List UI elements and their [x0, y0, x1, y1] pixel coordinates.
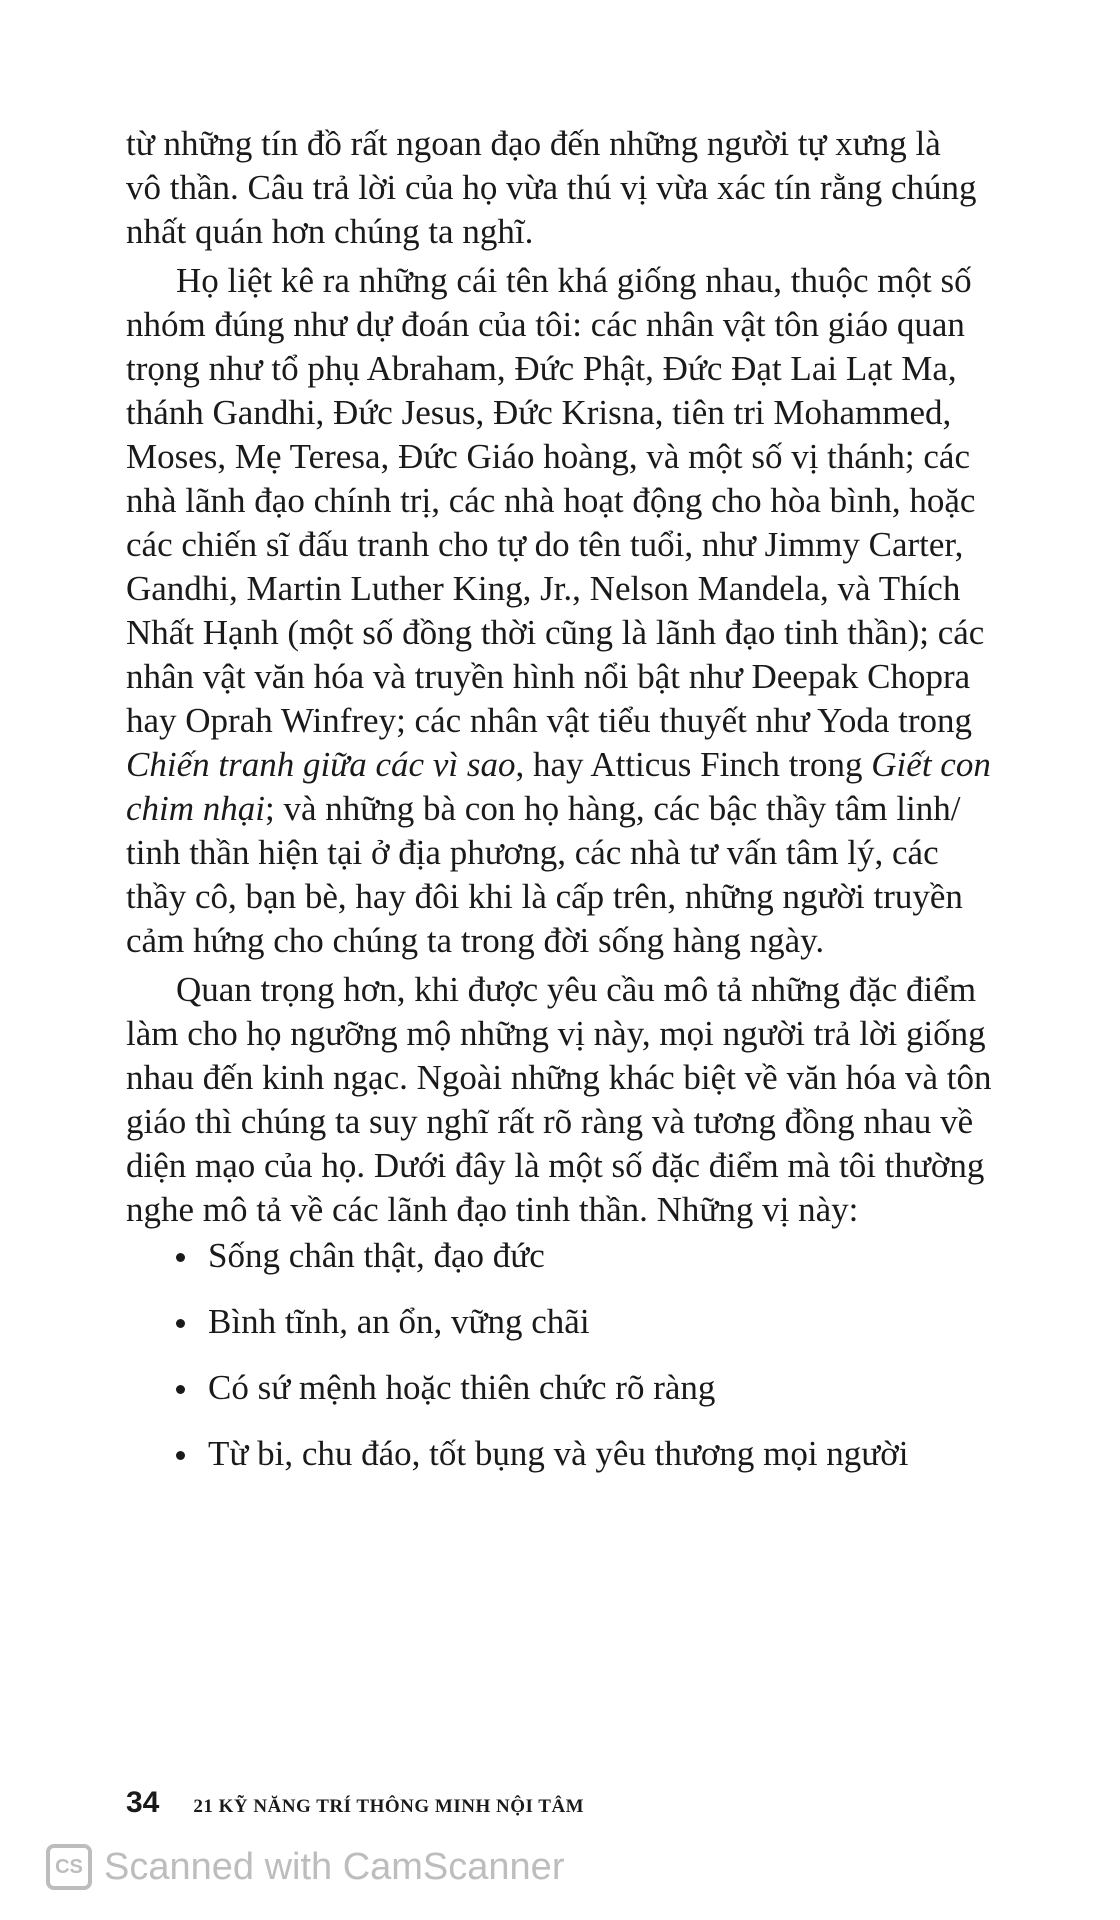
paragraph-3-line-3: nhau đến kinh ngạc. Ngoài những khác biệt về văn hóa và tôn — [126, 1058, 992, 1097]
book-title-mockingbird-part-2: chim nhại — [126, 789, 266, 828]
paragraph-3-line-1: Quan trọng hơn, khi được yêu cầu mô tả những đặc điểm — [176, 970, 977, 1009]
list-item: Sống chân thật, đạo đức — [208, 1236, 545, 1275]
paragraph-3-line-2: làm cho họ ngưỡng mộ những vị này, mọi người trả lời giống — [126, 1014, 986, 1053]
paragraph-2-line-4: thánh Gandhi, Đức Jesus, Đức Krisna, tiên tri Mohammed, — [126, 393, 952, 432]
bullet-icon — [176, 1253, 185, 1262]
camscanner-text: Scanned with CamScanner — [104, 1845, 565, 1888]
paragraph-2-line-9: Nhất Hạnh (một số đồng thời cũng là lãnh đạo tinh thần); các — [126, 613, 985, 652]
paragraph-3-line-6: nghe mô tả về các lãnh đạo tinh thần. Những vị này: — [126, 1190, 859, 1229]
bullet-icon — [176, 1385, 185, 1394]
book-title-mockingbird-part-1: Giết con — [871, 745, 991, 784]
page-footer — [126, 1786, 584, 1820]
paragraph-1-line-2: vô thần. Câu trả lời của họ vừa thú vị vừa xác tín rằng chúng — [126, 168, 977, 207]
book-title-star-wars: Chiến tranh giữa các vì sao — [126, 745, 516, 784]
paragraph-2-line-11: hay Oprah Winfrey; các nhân vật tiểu thuyết như Yoda trong — [126, 701, 973, 740]
bullet-icon — [176, 1319, 185, 1328]
bullet-icon — [176, 1451, 185, 1460]
paragraph-3-line-5: diện mạo của họ. Dưới đây là một số đặc điểm mà tôi thường — [126, 1146, 985, 1185]
paragraph-1-line-1: từ những tín đồ rất ngoan đạo đến những người tự xưng là — [126, 124, 941, 163]
paragraph-2-line-16: cảm hứng cho chúng ta trong đời sống hàng ngày. — [126, 921, 825, 960]
paragraph-2-line-5: Moses, Mẹ Teresa, Đức Giáo hoàng, và một số vị thánh; các — [126, 437, 970, 476]
paragraph-2-line-13 — [126, 789, 960, 829]
paragraph-2-line-15: thầy cô, bạn bè, hay đôi khi là cấp trên, những người truyền — [126, 877, 963, 916]
paragraph-2-line-8: Gandhi, Martin Luther King, Jr., Nelson Mandela, và Thích — [126, 569, 961, 608]
paragraph-2-line-1: Họ liệt kê ra những cái tên khá giống nhau, thuộc một số — [176, 261, 972, 300]
paragraph-1-line-3: nhất quán hơn chúng ta nghĩ. — [126, 212, 534, 251]
paragraph-2-line-12 — [126, 745, 991, 785]
paragraph-3-line-4: giáo thì chúng ta suy nghĩ rất rõ ràng và tương đồng nhau về — [126, 1102, 974, 1141]
paragraph-2-line-10: nhân vật văn hóa và truyền hình nổi bật như Deepak Chopra — [126, 657, 971, 696]
camscanner-watermark — [46, 1844, 564, 1890]
paragraph-2-line-2: nhóm đúng như dự đoán của tôi: các nhân vật tôn giáo quan — [126, 305, 965, 344]
list-item: Bình tĩnh, an ổn, vững chãi — [208, 1302, 590, 1341]
line-13-text: ; và những bà con họ hàng, các bậc thầy tâm linh/ — [265, 789, 961, 828]
paragraph-2-line-3: trọng như tổ phụ Abraham, Đức Phật, Đức Đạt Lai Lạt Ma, — [126, 349, 957, 388]
camscanner-logo-icon: CS — [46, 1844, 92, 1890]
list-item: Có sứ mệnh hoặc thiên chức rõ ràng — [208, 1368, 716, 1407]
running-book-title: 21 KỸ NĂNG TRÍ THÔNG MINH NỘI TÂM — [193, 1796, 585, 1817]
paragraph-2-line-7: các chiến sĩ đấu tranh cho tự do tên tuổi, như Jimmy Carter, — [126, 525, 964, 564]
list-item: Từ bi, chu đáo, tốt bụng và yêu thương mọi người — [208, 1434, 909, 1473]
page-number: 34 — [126, 1786, 160, 1819]
paragraph-2-line-6: nhà lãnh đạo chính trị, các nhà hoạt động cho hòa bình, hoặc — [126, 481, 976, 520]
line-12-text: , hay Atticus Finch trong — [515, 745, 872, 784]
paragraph-2-line-14: tinh thần hiện tại ở địa phương, các nhà tư vấn tâm lý, các — [126, 833, 939, 872]
